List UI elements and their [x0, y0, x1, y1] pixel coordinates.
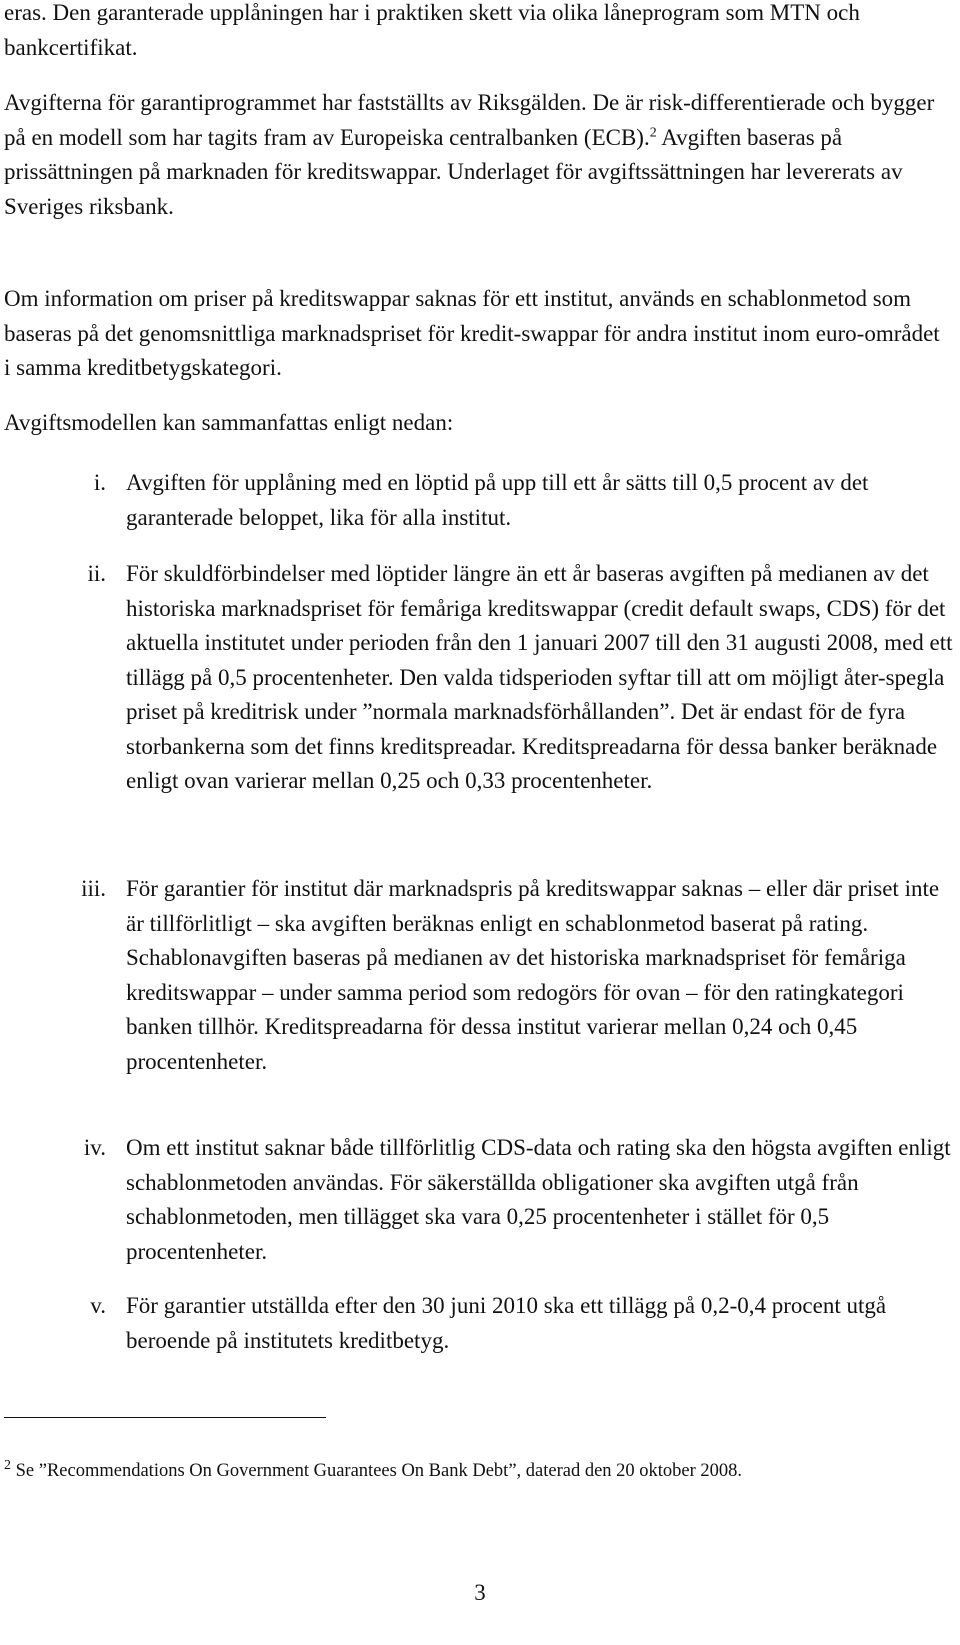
paragraph-fees — [4, 86, 944, 224]
footnote-number: 2 — [4, 1457, 11, 1473]
paragraph-summary-lead: Avgiftsmodellen kan sammanfattas enligt nedan: — [4, 410, 454, 435]
footnote-reference: 2 — [649, 124, 657, 140]
fees-text-part2: Avgiften baseras på prissättningen på marknaden för kreditswappar. Underlaget för avgiftssättningen har levererats av Sveriges riksbank. — [4, 124, 903, 219]
footnote — [4, 1458, 944, 1484]
list-item-text: För garantier för institut där marknadspris på kreditswappar saknas – eller där priset inte är tillförlitligt – ska avgiften beräknas enligt en schablonmetod baserat på rating. Schablonavgiften baseras på medianen av det historiska marknadspriset för femåriga kreditswappar – under samma period som redogörs för ovan – för den ratingkategori banken tillhör. Kreditspreadarna för dessa institut varierar mellan 0,24 och 0,45 procentenheter. — [126, 876, 940, 1074]
paragraph-schablon: Om information om priser på kreditswappar saknas för ett institut, används en schablonmetod som baseras på det genomsnittliga marknadspriset för kredit-swappar för andra institut inom euro-området i samma kreditbetygskategori. — [4, 286, 940, 380]
list-marker: iii. — [81, 876, 106, 901]
list-item-text: För garantier utställda efter den 30 juni 2010 ska ett tillägg på 0,2-0,4 procent utgå beroende på institutets kreditbetyg. — [126, 1293, 887, 1353]
fees-text-part1: Avgifterna för garantiprogrammet har fastställts av Riksgälden. De är risk-differentierade och bygger på en modell som har tagits fram av Europeiska centralbanken (ECB). — [4, 90, 935, 150]
list-marker: ii. — [87, 561, 106, 586]
list-item-text: Avgiften för upplåning med en löptid på upp till ett år sätts till 0,5 procent av det garanterade beloppet, lika för alla institut. — [126, 470, 869, 530]
list-marker: iv. — [83, 1135, 106, 1160]
footnote-separator — [4, 1417, 326, 1418]
footnote-text: Se ”Recommendations On Government Guarantees On Bank Debt”, daterad den 20 oktober 2008. — [11, 1461, 743, 1481]
page-number: 3 — [474, 1580, 486, 1605]
list-item-text: För skuldförbindelser med löptider längre än ett år baseras avgiften på medianen av det historiska marknadspriset för femåriga kreditswappar (credit default swaps, CDS) för det aktuella institutet under perioden från den 1 januari 2007 till den 31 augusti 2008, med ett tillägg på 0,5 procentenheter. Den valda tidsperioden syftar till att om möjligt åter-spegla priset på kreditrisk under ”normala marknadsförhållanden”. Det är endast för de fyra storbankerna som det finns kreditspreadar. Kreditspreadarna för dessa banker beräknade enligt ovan varierar mellan 0,25 och 0,33 procentenheter. — [126, 561, 953, 793]
list-marker: i. — [93, 470, 106, 495]
paragraph-intro-tail: eras. Den garanterade upplåningen har i praktiken skett via olika låneprogram som MTN och bankcertifikat. — [4, 0, 860, 60]
list-item-text: Om ett institut saknar både tillförlitlig CDS-data och rating ska den högsta avgiften enligt schablonmetoden användas. För säkerställda obligationer ska avgiften utgå från schablonmetoden, men tillägget ska vara 0,25 procentenheter i stället för 0,5 procentenheter. — [126, 1135, 951, 1264]
list-marker: v. — [90, 1293, 106, 1318]
